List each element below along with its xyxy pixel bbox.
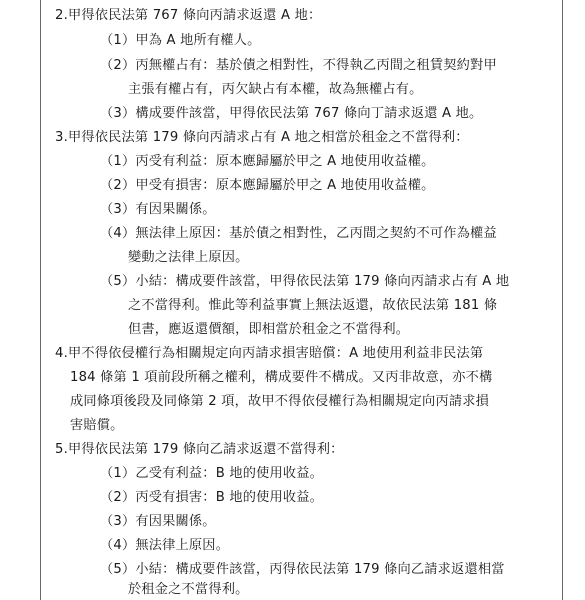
section-5-heading: 5.甲得依民法第 179 條向乙請求返還不當得利：	[55, 442, 344, 457]
section-2-item-2: （2）丙無權占有：基於債之相對性，不得執乙丙間之租賃契約對甲	[100, 58, 497, 73]
section-3-item-4-cont: 變動之法律上原因。	[128, 250, 249, 265]
section-3-item-4: （4）無法律上原因：基於債之相對性，乙丙間之契約不可作為權益	[100, 226, 497, 241]
section-2-item-1: （1）甲為 A 地所有權人。	[100, 33, 261, 48]
section-5-item-2: （2）丙受有損害：B 地的使用收益。	[100, 490, 324, 505]
section-5-item-5: （5）小結：構成要件該當，丙得依民法第 179 條向乙請求返還相當	[100, 562, 505, 577]
section-3-item-2: （2）甲受有損害：原本應歸屬於甲之 A 地使用收益權。	[100, 178, 435, 193]
section-5-item-1: （1）乙受有利益：B 地的使用收益。	[100, 466, 324, 481]
section-4-cont-1: 184 條第 1 項前段所稱之權利，構成要件不構成。又丙非故意，亦不構	[70, 370, 493, 385]
section-3-item-1: （1）丙受有利益：原本應歸屬於甲之 A 地使用收益權。	[100, 154, 435, 169]
section-3-item-5: （5）小結：構成要件該當，甲得依民法第 179 條向丙請求占有 A 地	[100, 274, 510, 289]
section-3-item-5-cont-2: 但書，應返還價額，即相當於租金之不當得利。	[128, 322, 410, 337]
section-5-item-4: （4）無法律上原因。	[100, 538, 230, 553]
section-3-item-5-cont-1: 之不當得利。惟此等利益事實上無法返還，故依民法第 181 條	[128, 298, 498, 313]
section-4-cont-3: 害賠償。	[70, 418, 124, 433]
section-2-item-3: （3）構成要件該當，甲得依民法第 767 條向丁請求返還 A 地。	[100, 106, 483, 121]
section-4-heading: 4.甲不得依侵權行為相關規定向丙請求損害賠償：A 地使用利益非民法第	[55, 346, 484, 361]
section-4-cont-2: 成同條項後段及同條第 2 項，故甲不得依侵權行為相關規定向丙請求損	[70, 394, 489, 409]
section-5-item-3: （3）有因果關係。	[100, 514, 216, 529]
section-2-heading: 2.甲得依民法第 767 條向丙請求返還 A 地：	[55, 8, 322, 23]
section-2-item-2-cont: 主張有權占有，丙欠缺占有本權，故為無權占有。	[128, 82, 423, 97]
section-5-item-5-cont: 於租金之不當得利。	[128, 582, 249, 597]
section-3-item-3: （3）有因果關係。	[100, 202, 216, 217]
section-3-heading: 3.甲得依民法第 179 條向丙請求占有 A 地之相當於租金之不當得利：	[55, 130, 469, 145]
